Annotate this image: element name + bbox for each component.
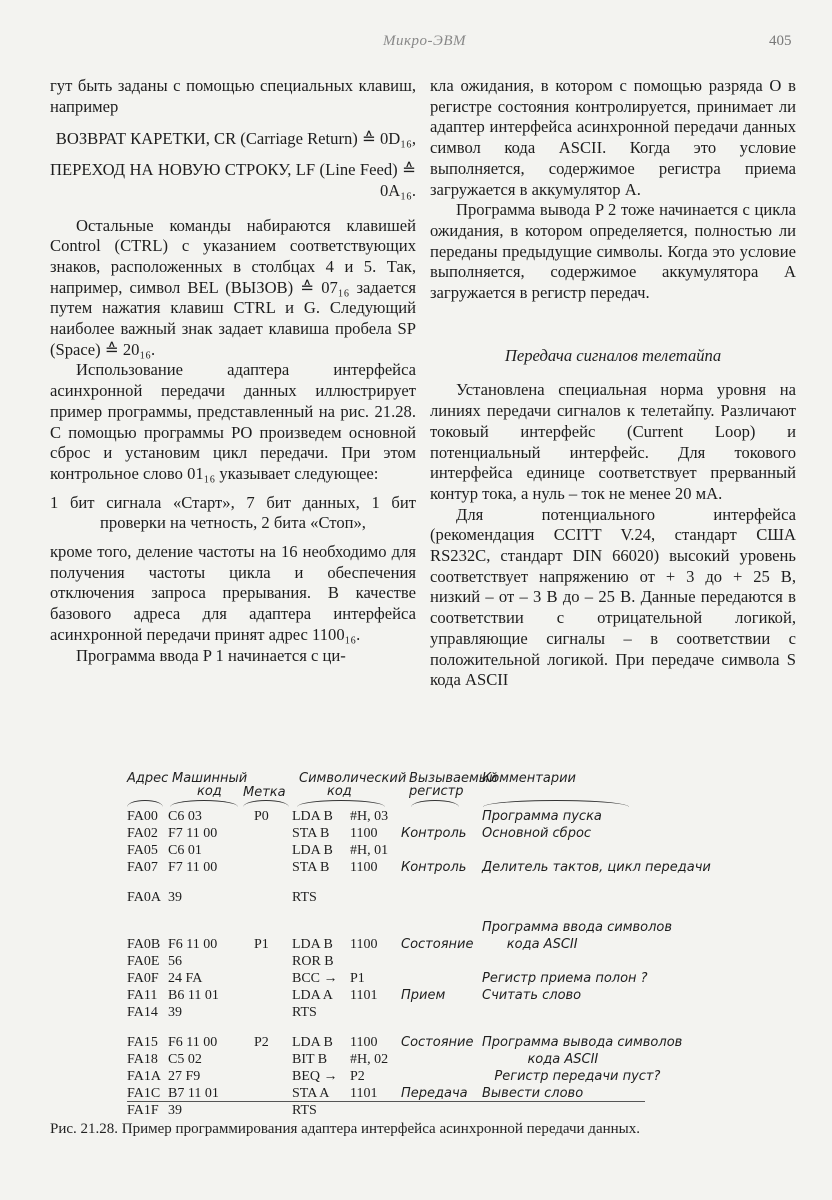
comment-cell: кода ASCII [482,937,578,952]
machine-code-cell: 24 FA [168,971,203,986]
listing-rows [127,808,767,1119]
table-row [127,970,767,987]
operand-cell: P1 [350,971,365,986]
paragraph: гут быть заданы с помощью специальных клавиш, например [50,76,416,116]
machine-code-cell: 39 [168,1005,182,1020]
comment-cell: Программа ввода символов [482,920,673,935]
operand-cell: #H, 02 [350,1052,389,1067]
address-cell: FA1C [127,1086,161,1101]
table-row [127,936,767,953]
register-cell: Контроль [401,826,467,841]
brace [170,800,238,807]
table-row [127,889,767,906]
spacer [127,876,767,889]
operand-cell: 1101 [350,1086,378,1101]
table-row [127,1004,767,1021]
header-symbolic-code-2: код [327,784,352,799]
machine-code-cell: 39 [168,890,182,905]
address-cell: FA0F [127,971,159,986]
opcode-cell: STA B [292,826,330,841]
spacer [127,1021,767,1034]
page-number: 405 [769,33,792,49]
paragraph: Установлена специальная норма уровня на линиях передачи сигналов к телетайпу. Различают токовый интерфейс (Current Loop) и потенциальный интерфейс. Для токового интерфейса единице соответствует прерванный контур тока, а нуль – ток не менее 20 мА. [430,380,796,503]
control-word-description: 1 бит сигнала «Старт», 7 бит данных, 1 бит проверки на четность, 2 бита «Стоп», [50,492,416,533]
table-row [127,842,767,859]
brace [297,800,385,807]
comment-cell: Программа пуска [482,809,602,824]
machine-code-cell: F6 11 00 [168,937,218,952]
address-cell: FA0A [127,890,161,905]
label-cell: P1 [254,937,269,952]
table-row [127,825,767,842]
machine-code-cell: 56 [168,954,182,969]
table-row [127,859,767,876]
figure-caption: Рис. 21.28. Пример программирования адаптера интерфейса асинхронной передачи данных. [50,1121,640,1137]
operand-cell: P2 [350,1069,365,1084]
opcode-cell: ROR B [292,954,334,969]
table-row [127,987,767,1004]
brace [243,800,289,807]
header-machine-code: Машинный [172,771,248,786]
header-register: Вызываемый [409,771,498,786]
opcode-cell: LDA B [292,843,333,858]
machine-code-cell: 39 [168,1103,182,1118]
header-address: Адрес [127,771,169,786]
address-cell: FA11 [127,988,158,1003]
table-row [127,919,767,936]
display-formula-lf: ПЕРЕХОД НА НОВУЮ СТРОКУ, LF (Line Feed) ≙ 0A₁₆. [50,160,416,200]
opcode-cell: BCC → [292,971,338,986]
paragraph: Программа вывода P 2 тоже начинается с цикла ожидания, в котором определяется, полностью ли переданы предыдущие символы. Когда это условие выполняется, содержимое аккумулятора A загружается в регистр передач. [430,200,796,303]
comment-cell: Делитель тактов, цикл передачи [482,860,711,875]
left-column [50,76,416,666]
comment-cell: Вывести слово [482,1086,584,1101]
divider [127,1101,645,1102]
address-cell: FA15 [127,1035,158,1050]
opcode-cell: RTS [292,1005,317,1020]
table-row [127,1068,767,1085]
machine-code-cell: F7 11 00 [168,860,218,875]
opcode-cell: RTS [292,890,317,905]
header-machine-code-2: код [197,784,222,799]
comment-cell: кода ASCII [482,1052,599,1067]
comment-cell: Основной сброс [482,826,592,841]
register-cell: Прием [401,988,446,1003]
paragraph: Для потенциального интерфейса (рекомендация CCITT V.24, стандарт США RS232C, стандарт DIN 66020) высокий уровень соответствует напряжению от + 3 до + 25 В, низкий – от – 3 В до – 25 В. Данные передаются в соответствии с отрицательной логикой, управляющие сигналы – в соответствии с положительной логикой. При передаче символа S кода ASCII [430,504,796,690]
table-row [127,1085,767,1102]
running-title: Микро-ЭВМ [383,33,466,49]
machine-code-cell: B7 11 01 [168,1086,219,1101]
paragraph: кла ожидания, в котором с помощью разряда O в регистре состояния контролируется, принимает ли адаптер интерфейса асинхронной передачи данных символ кода ASCII. Когда это условие выполняется, содержимое регистра приема загружается в аккумулятор A. [430,76,796,199]
operand-cell: 1100 [350,826,378,841]
table-row [127,1051,767,1068]
header-comment: Комментарии [482,771,576,786]
header-label: Метка [243,785,286,800]
operand-cell: #H, 01 [350,843,389,858]
header-symbolic-code: Символический [299,771,407,786]
brace [483,800,629,807]
label-cell: P2 [254,1035,269,1050]
machine-code-cell: F7 11 00 [168,826,218,841]
section-heading: Передача сигналов телетайпа [504,345,722,365]
operand-cell: 1100 [350,1035,378,1050]
brace [411,800,459,807]
opcode-cell: LDA B [292,809,333,824]
comment-cell: Регистр приема полон ? [482,971,648,986]
opcode-cell: LDA B [292,1035,333,1050]
register-cell: Передача [401,1086,468,1101]
address-cell: FA00 [127,809,158,824]
comment-cell: Программа вывода символов [482,1035,683,1050]
operand-cell: #H, 03 [350,809,389,824]
label-cell: P0 [254,809,269,824]
register-cell: Состояние [401,1035,474,1050]
header-register-2: регистр [409,784,464,799]
table-row [127,808,767,825]
machine-code-cell: C6 03 [168,809,202,824]
machine-code-cell: C6 01 [168,843,202,858]
address-cell: FA0E [127,954,160,969]
machine-code-cell: F6 11 00 [168,1035,218,1050]
table-row [127,1102,767,1119]
display-formula-cr: ВОЗВРАТ КАРЕТКИ, CR (Carriage Return) ≙ 0D₁₆, [55,129,416,149]
register-cell: Состояние [401,937,474,952]
address-cell: FA1F [127,1103,159,1118]
address-cell: FA14 [127,1005,158,1020]
register-cell: Контроль [401,860,467,875]
machine-code-cell: B6 11 01 [168,988,219,1003]
opcode-cell: BEQ → [292,1069,338,1084]
brace [127,800,163,807]
paragraph: кроме того, деление частоты на 16 необходимо для получения частоты цикла и обеспечения отключения запроса прерывания. В качестве базового адреса для адаптера интерфейса асинхронной передачи принят адрес 1100₁₆. [50,542,416,644]
comment-cell: Считать слово [482,988,582,1003]
paragraph: Программа ввода P 1 начинается с ци- [76,645,346,665]
machine-code-cell: 27 F9 [168,1069,201,1084]
opcode-cell: LDA B [292,937,333,952]
opcode-cell: LDA A [292,988,333,1003]
opcode-cell: RTS [292,1103,317,1118]
address-cell: FA07 [127,860,158,875]
spacer [127,906,767,919]
address-cell: FA0B [127,937,161,952]
opcode-cell: BIT B [292,1052,328,1067]
address-cell: FA1A [127,1069,161,1084]
address-cell: FA05 [127,843,158,858]
operand-cell: 1100 [350,860,378,875]
paragraph: Остальные команды набираются клавишей Control (CTRL) с указанием соответствующих знаков, расположенных в столбцах 4 и 5. Так, например, символ BEL (ВЫЗОВ) ≙ 07₁₆ задается путем нажатия клавиш CTRL и G. Следующий наиболее важный знак задает клавиша пробела SP (Space) ≙ 20₁₆. [50,215,416,359]
operand-cell: 1101 [350,988,378,1003]
address-cell: FA02 [127,826,158,841]
comment-cell: Регистр передачи пуст? [482,1069,661,1084]
paragraph: Использование адаптера интерфейса асинхронной передачи данных иллюстрирует пример программы, представленный на рис. 21.28. С помощью программы PO произведем основной сброс и установим цикл передачи. При этом контрольное слово 01₁₆ указывает следующее: [50,360,416,483]
table-row [127,953,767,970]
address-cell: FA18 [127,1052,158,1067]
table-row [127,1034,767,1051]
opcode-cell: STA B [292,860,330,875]
opcode-cell: STA A [292,1086,330,1101]
machine-code-cell: C5 02 [168,1052,202,1067]
right-column [430,76,796,691]
operand-cell: 1100 [350,937,378,952]
